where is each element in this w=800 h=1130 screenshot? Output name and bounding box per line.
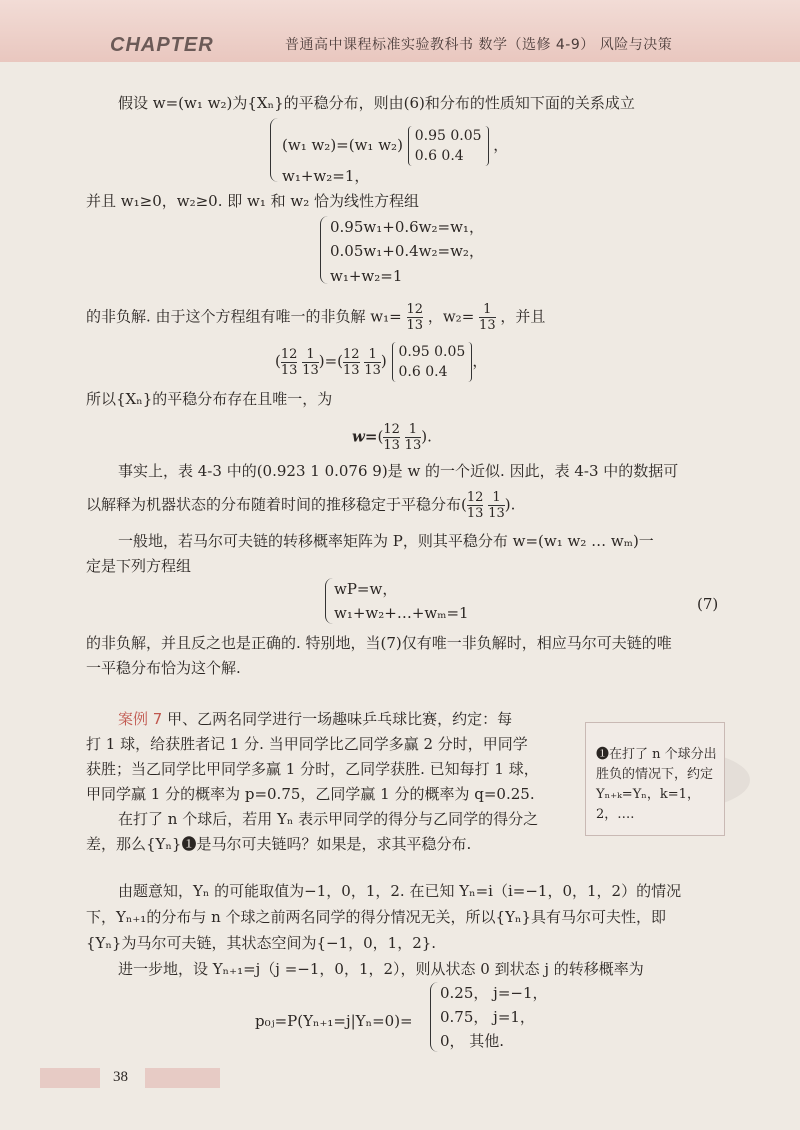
- paragraph-general-cont: 定是下列方程组: [86, 557, 192, 575]
- system7-line-1: wP=w，: [334, 580, 398, 598]
- footer-bar-left: [40, 1068, 100, 1088]
- case-7-line-3: 获胜；当乙同学比甲同学多赢 1 分时，乙同学获胜. 已知每打 1 球，: [86, 760, 539, 778]
- page-header: [0, 0, 800, 62]
- equation-matrix-line: (w₁ w₂)=(w₁ w₂) 0.95 0.05 0.6 0.4 ，: [282, 128, 509, 164]
- side-note-box: [585, 722, 725, 836]
- transition-matrix: 0.95 0.05 0.6 0.4: [408, 126, 489, 166]
- system-line-2: 0.05w₁+0.4w₂=w₂，: [330, 242, 484, 260]
- case-7-line-2: 打 1 球，给获胜者记 1 分. 当甲同学比乙同学多赢 2 分时，甲同学: [86, 735, 528, 753]
- paragraph-interpretation: 以解释为机器状态的分布随着时间的推移稳定于平稳分布( $\frac{12}{13}$ $\frac{1}{13}$ ).: [86, 490, 516, 521]
- paragraph-unique-solution: 的非负解. 由于这个方程组有唯一的非负解 w₁= $\frac{12}{13}$ ，w₂= $\frac{1}{13}$ ，并且: [86, 302, 546, 333]
- case-7-line-6: 差，那么{Yₙ}❶是马尔可夫链吗？如果是，求其平稳分布.: [86, 835, 472, 853]
- paragraph-linear-system: 并且 w₁≥0，w₂≥0. 即 w₁ 和 w₂ 恰为线性方程组: [86, 192, 420, 210]
- solution-line-4: 进一步地，设 Yₙ₊₁=j（j =−1，0，1，2），则从状态 0 到状态 j 的转移概率为: [118, 960, 644, 978]
- stationary-distribution: w=( $\frac{12}{13}$ $\frac{1}{13}$ ).: [352, 422, 432, 453]
- paragraph-converse-cont: 一平稳分布恰为这个解.: [86, 659, 241, 677]
- solution-line-2: 下，Yₙ₊₁的分布与 n 个球之前两名同学的得分情况无关，所以{Yₙ}具有马尔可夫性，即: [86, 908, 667, 926]
- case-label: 案例 7: [118, 710, 163, 728]
- solution-line-1: 由题意知，Yₙ 的可能取值为−1，0，1，2. 在已知 Yₙ=i（i=−1，0，1，2）的情况: [118, 882, 682, 900]
- paragraph-stationary-assumption: 假设 w=(w₁ w₂)为{Xₙ}的平稳分布，则由(6)和分布的性质知下面的关系成立: [118, 94, 635, 112]
- verification-equation: ( $\frac{12}{13}$ $\frac{1}{13}$ )=( $\frac{12}{13}$ $\frac{1}{13}$ ) 0.95 0.05 0.6 0.4 ，: [275, 344, 488, 380]
- system-line-1: 0.95w₁+0.6w₂=w₁，: [330, 218, 484, 236]
- system7-line-2: w₁+w₂+…+wₘ=1: [334, 604, 469, 622]
- paragraph-approximation: 事实上，表 4-3 中的(0.923 1 0.076 9)是 w 的一个近似. 因此，表 4-3 中的数据可: [118, 462, 679, 480]
- piecewise-brace: [430, 982, 439, 1052]
- piecewise-line-1: 0.25， j=−1，: [440, 984, 548, 1002]
- system7-brace: [325, 578, 334, 624]
- system-line-3: w₁+w₂=1: [330, 267, 403, 285]
- transition-prob-lhs: p₀ⱼ=P(Yₙ₊₁=j|Yₙ=0)=: [255, 1012, 413, 1030]
- equation-number: (7): [697, 595, 719, 613]
- case-7-line-4: 甲同学赢 1 分的概率为 p=0.75，乙同学赢 1 分的概率为 q=0.25.: [86, 785, 535, 803]
- equation-sum-line: w₁+w₂=1，: [282, 167, 370, 185]
- case-7-line-1: 案例 7 甲、乙两名同学进行一场趣味乒乓球比赛，约定：每: [118, 710, 513, 728]
- page-number: 38: [113, 1069, 128, 1085]
- book-title: 普通高中课程标准实验教科书 数学（选修 4-9） 风险与决策: [285, 37, 673, 53]
- piecewise-line-3: 0， 其他.: [440, 1032, 505, 1050]
- solution-line-3: {Yₙ}为马尔可夫链，其状态空间为{−1，0，1，2}.: [86, 934, 437, 952]
- case-7-line-5: 在打了 n 个球后，若用 Yₙ 表示甲同学的得分与乙同学的得分之: [118, 810, 539, 828]
- paragraph-stationary-unique: 所以{Xₙ}的平稳分布存在且唯一，为: [86, 390, 333, 408]
- piecewise-line-2: 0.75， j=1，: [440, 1008, 535, 1026]
- paragraph-converse: 的非负解，并且反之也是正确的. 特别地，当(7)仅有唯一非负解时，相应马尔可夫链的唯: [86, 634, 672, 652]
- side-note-text: ❶在打了 n 个球分出胜负的情况下，约定 Yₙ₊ₖ=Yₙ，k=1，2，….: [596, 747, 717, 822]
- chapter-label: CHAPTER: [110, 34, 214, 56]
- system-brace: [320, 216, 329, 284]
- footer-bar-right: [145, 1068, 220, 1088]
- paragraph-general: 一般地，若马尔可夫链的转移概率矩阵为 P，则其平稳分布 w=(w₁ w₂ … wₘ)一: [118, 532, 654, 550]
- equation-brace: [270, 118, 279, 182]
